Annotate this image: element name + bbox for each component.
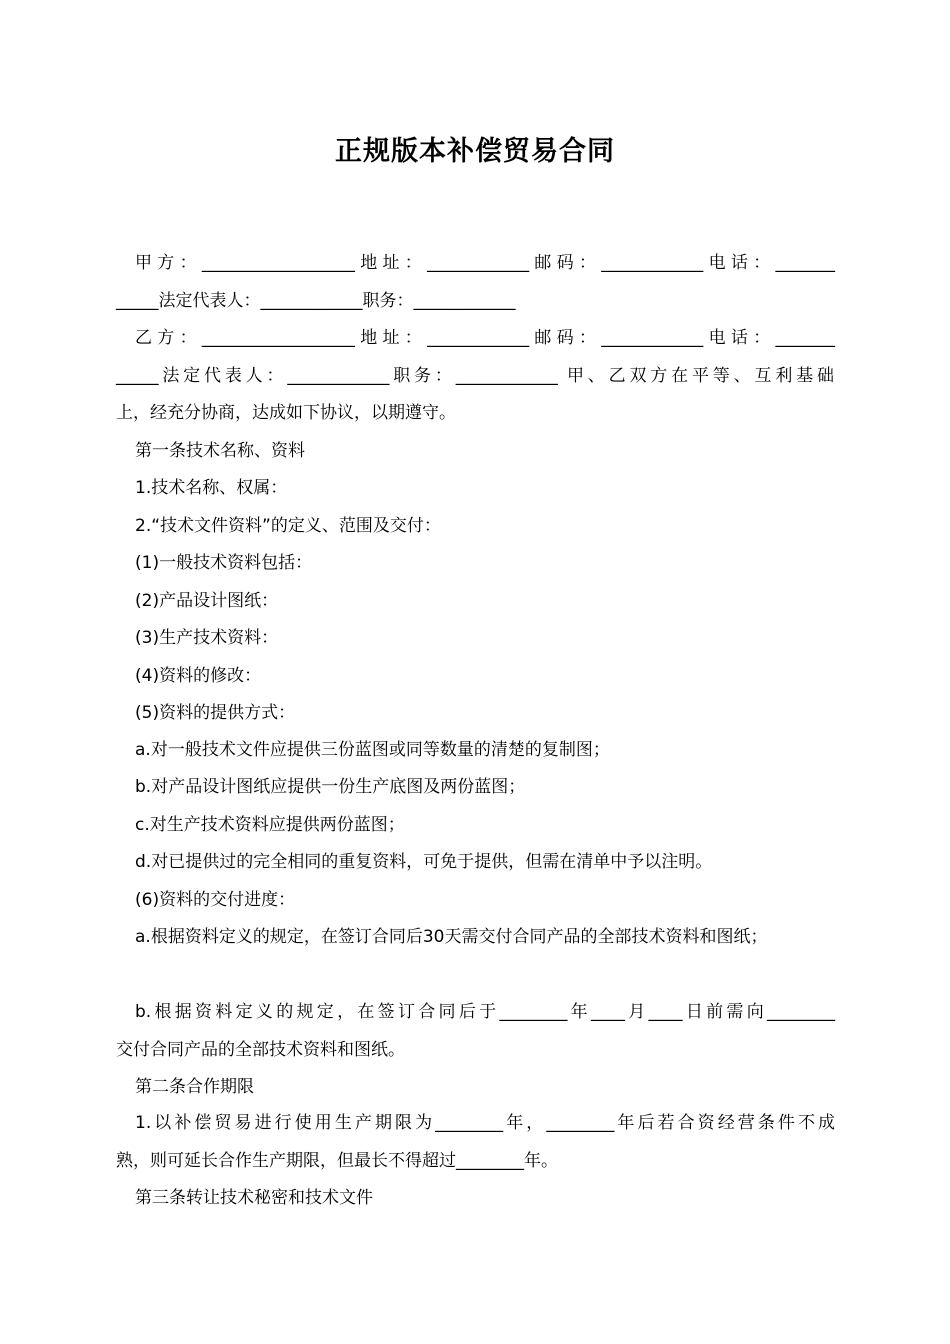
- item-4: (4)资料的修改：: [135, 666, 262, 686]
- party-a-info-line: 甲方：__________________地址：____________邮码：____________电话：_______: [135, 253, 835, 273]
- item-6-a: a.根据资料定义的规定，在签订合同后30天需交付合同产品的全部技术资料和图纸；: [135, 927, 768, 947]
- item-5: (5)资料的提供方式：: [135, 703, 296, 723]
- item-1: (1)一般技术资料包括：: [135, 553, 313, 573]
- item-6: (6)资料的交付进度：: [135, 890, 296, 910]
- item-5-b: b.对产品设计图纸应提供一份生产底图及两份蓝图；: [135, 777, 526, 797]
- item-6-b-continued: 交付合同产品的全部技术资料和图纸。: [116, 1040, 405, 1060]
- party-b-representative-line: _____法定代表人：____________职务：____________ 甲、乙双方在平等、互利基础: [116, 366, 834, 386]
- clause-1-1: 1.技术名称、权属：: [135, 478, 288, 498]
- article-2-heading: 第二条合作期限: [135, 1077, 254, 1097]
- item-5-d: d.对已提供过的完全相同的重复资料，可免于提供，但需在清单中予以注明。: [135, 852, 713, 872]
- page-title: 正规版本补偿贸易合同: [335, 136, 615, 167]
- preamble-line: 上，经充分协商，达成如下协议，以期遵守。: [116, 403, 456, 423]
- article-3-heading: 第三条转让技术秘密和技术文件: [135, 1188, 373, 1208]
- party-a-representative-line: _____法定代表人：____________职务：____________: [116, 291, 516, 311]
- clause-2-1-continued: 熟，则可延长合作生产期限，但最长不得超过________年。: [116, 1151, 558, 1171]
- article-1-heading: 第一条技术名称、资料: [135, 441, 305, 461]
- clause-2-1: 1.以补偿贸易进行使用生产期限为________年，________年后若合资经营条件不成: [135, 1113, 835, 1133]
- item-5-c: c.对生产技术资料应提供两份蓝图；: [135, 815, 405, 835]
- item-5-a: a.对一般技术文件应提供三份蓝图或同等数量的清楚的复制图；: [135, 740, 610, 760]
- item-6-b: b.根据资料定义的规定，在签订合同后于________年____月____日前需向________: [135, 1002, 835, 1022]
- party-b-info-line: 乙方：__________________地址：____________邮码：____________电话：_______: [135, 328, 835, 348]
- clause-1-2: 2.“技术文件资料”的定义、范围及交付：: [135, 516, 441, 536]
- item-3: (3)生产技术资料：: [135, 628, 279, 648]
- item-2: (2)产品设计图纸：: [135, 591, 279, 611]
